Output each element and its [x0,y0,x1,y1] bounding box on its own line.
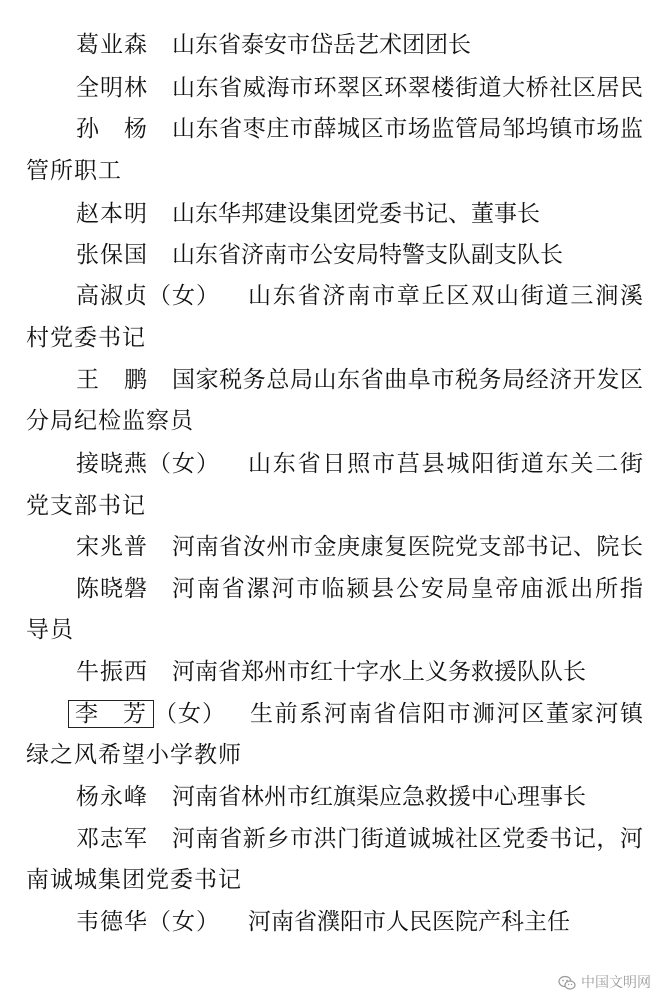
person-description: 国家税务总局山东省曲阜市税务局经济开发区 [172,367,643,393]
description-continuation: 南诚城集团党委书记 [26,867,242,893]
entry-line [0,278,665,314]
entry-line [0,821,665,857]
entry-continuation [0,403,665,439]
entry-line [0,654,665,690]
watermark-text: 中国文明网 [581,975,651,991]
entry-line [0,196,665,232]
entry-line [0,571,665,607]
entry-line [0,696,665,732]
entry-continuation [0,153,665,189]
entry-line [0,70,665,106]
description-continuation: 绿之风希望小学教师 [26,742,242,768]
highlighted-name-box: 李 芳 [68,700,154,728]
description-continuation: 导员 [26,617,74,643]
person-description: 山东省济南市章丘区双山街道三涧溪 [248,283,643,309]
person-description: 生前系河南省信阳市浉河区董家河镇 [250,701,643,727]
person-description: 山东省威海市环翠区环翠楼街道大桥社区居民 [172,75,643,101]
person-name: 葛业森 [76,32,148,58]
person-description: 山东省济南市公安局特警支队副支队长 [172,242,563,268]
gender-note: （女） [154,701,226,727]
entry-line [0,111,665,147]
description-continuation: 党支部书记 [26,493,146,519]
person-description: 山东省日照市莒县城阳街道东关二街 [248,451,643,477]
person-description: 河南省新乡市洪门街道诚城社区党委书记，河 [172,826,643,852]
entry-line [0,529,665,565]
person-name: 赵本明 [76,201,148,227]
person-description: 河南省郑州市红十字水上义务救援队队长 [172,659,586,685]
description-continuation: 村党委书记 [26,325,146,351]
person-name: 高淑贞（女） [76,283,220,309]
person-name: 杨永峰 [76,784,148,810]
person-name: 王 鹏 [76,367,148,393]
person-description: 河南省濮阳市人民医院产科主任 [248,909,570,935]
person-name: 邓志军 [76,826,148,852]
entry-line [0,904,665,940]
source-watermark [558,972,651,994]
entry-line [0,446,665,482]
person-description: 山东省泰安市岱岳艺术团团长 [172,32,471,58]
person-description: 河南省林州市红旗渠应急救援中心理事长 [172,784,586,810]
person-name: 张保国 [76,242,148,268]
entry-continuation [0,862,665,898]
person-name: 韦德华（女） [76,909,220,935]
person-description: 河南省漯河市临颍县公安局皇帝庙派出所指 [172,576,643,602]
person-name: 孙 杨 [76,116,148,142]
person-name: 全明林 [76,75,148,101]
person-name-line [76,696,226,732]
description-continuation: 管所职工 [26,158,122,184]
person-name: 陈晓磐 [76,576,148,602]
entry-continuation [0,488,665,524]
entry-continuation [0,612,665,648]
entry-line [0,237,665,273]
wechat-icon [558,975,576,991]
person-description: 山东华邦建设集团党委书记、董事长 [172,201,540,227]
person-name: 接晓燕（女） [76,451,220,477]
description-continuation: 分局纪检监察员 [26,408,194,434]
person-name: 宋兆普 [76,534,148,560]
person-name: 牛振西 [76,659,148,685]
person-description: 山东省枣庄市薛城区市场监管局邹坞镇市场监 [172,116,643,142]
entry-line [0,779,665,815]
entry-line [0,362,665,398]
entry-line [0,27,665,63]
entry-continuation [0,320,665,356]
entry-continuation [0,737,665,773]
person-description: 河南省汝州市金庚康复医院党支部书记、院长 [172,534,643,560]
